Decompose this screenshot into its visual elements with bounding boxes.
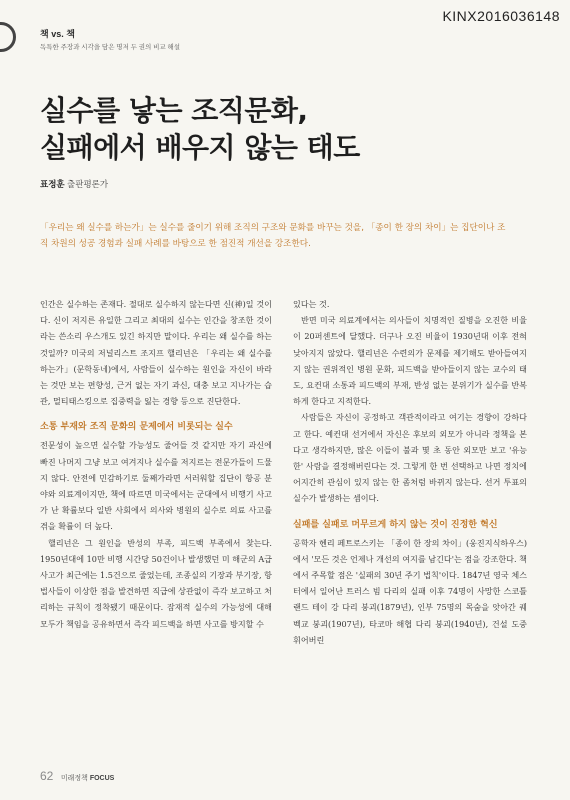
subheading: 실패를 실패로 머무르게 하지 않는 것이 진정한 혁신 <box>293 519 498 530</box>
publication-name-en: FOCUS <box>89 775 115 782</box>
article-summary: 「우리는 왜 실수를 하는가」는 실수를 줄이기 위해 조직의 구조와 문화를 바꾸는 것을, 「종이 한 장의 차이」는 집단이나 조직 차원의 성공 경험과 실패 사례를 바탕으로 한 점진적 개선을 강조한다. <box>40 223 506 249</box>
title-line-2: 실패에서 배우지 않는 태도 <box>40 131 360 164</box>
page-footer <box>40 767 114 785</box>
title-line-1: 실수를 낳는 조직문화, <box>40 94 308 127</box>
page-number: 62 <box>40 769 54 783</box>
section-ring-icon <box>0 22 16 52</box>
body-paragraph: 공학자 헨리 페트로스키는 「종이 한 장의 차이」(웅진지식하우스)에서 '모든 것은 언제나 개선의 여지를 남긴다'는 점을 강조한다. 책에서 주목할 점은 '실패의 30년 주기 법칙'이다. 1847년 영국 체스터에서 일어난 트러스 빔 다리의 실패 이후 74명이 사망한 스코틀랜드 테이 강 다리 붕괴(1879년), 인부 75명의 목숨을 앗아간 퀘벡교 붕괴(1907년), 타코마 해협 다리 붕괴(1940년), 건설 도중 휘어버린 <box>293 537 527 645</box>
article-title <box>40 92 360 166</box>
body-paragraph: 인간은 실수하는 존재다. 절대로 실수하지 않는다면 신(神)일 것이다. 신이 저지른 유일한 그리고 최대의 실수는 인간을 창조한 것이라는 쓴소리 우스개도 있긴 하지만 말이다. 우리는 왜 실수를 하는 것일까? 미국의 저널리스트 조지프 핼리넌은 「우리는 왜 실수를 하는가」(문학동네)에서, 사람들이 실수하는 원인을 자신이 바라는 것만 보는 편향성, 근거 없는 자기 과신, 대충 보고 지나가는 습관, 멀티태스킹으로 집중력을 잃는 경향 등으로 진단한다. <box>40 299 272 407</box>
publication-name <box>61 775 115 782</box>
body-paragraph: 있다는 것. <box>293 299 330 309</box>
section-label: 책 vs. 책 <box>40 29 75 39</box>
subheading: 소통 부재와 조직 문화의 문제에서 비롯되는 실수 <box>40 422 233 433</box>
body-paragraph: 핼리넌은 그 원인을 반성의 부족, 피드백 부족에서 찾는다. 1950년대에 10만 비행 시간당 50건이나 발생했던 미 해군의 A급 사고가 최근에는 1.5건으로 줄었는데, 조종실의 기장과 부기장, 항법사들이 이상한 점을 발견하면 직급에 상관없이 즉각 보고하고 처리하는 규칙이 정착됐기 때문이다. 잠재적 실수의 가능성에 대해 모두가 책임을 공유하면서 즉각 피드백을 하면 사고를 방지할 수 <box>40 537 272 629</box>
body-paragraph: 사람들은 자신이 공정하고 객관적이라고 여기는 경향이 강하다고 한다. 예컨대 선거에서 자신은 후보의 외모가 아니라 정책을 본다고 생각하지만, 많은 이들이 불과 몇 초 동안 외모만 보고 '유능한' 사람을 결정해버린다는 것. 그렇게 한 번 선택하고 나면 정치에 어지간히 관심이 있지 않는 한 좀처럼 바뀌지 않는다. 선거 투표의 실수가 발생하는 셈이다. <box>293 412 527 504</box>
section-subtitle: 독특한 주장과 시각을 담은 명저 두 권의 비교 해설 <box>40 44 181 51</box>
document-stamp: KINX2016036148 <box>442 8 560 24</box>
author-name: 표정훈 <box>40 179 65 189</box>
right-column <box>293 296 527 648</box>
author-role: 출판평론가 <box>67 179 109 189</box>
author-byline <box>40 178 108 190</box>
body-paragraph: 반면 미국 의료계에서는 의사들이 치명적인 질병을 오진한 비율이 20퍼센트에 달했다. 더구나 오진 비율이 1930년대 이후 전혀 낮아지지 않았다. 핼리넌은 수련의가 문제를 제기해도 받아들여지지 않는 권위적인 병원 문화, 피드백을 받아들이지 않는 교수의 태도, 요컨대 소통과 피드백의 부재, 반성 없는 분위기가 실수를 반복하게 한다고 지적한다. <box>293 315 527 407</box>
body-paragraph: 전문성이 높으면 실수할 가능성도 줄어들 것 같지만 자기 과신에 빠진 나머지 그냥 보고 여겨지나 실수를 저지르는 전문가들이 드물지 않다. 안전에 민감하기로 둘째가라면 서러워할 집단이 항공 분야와 의료계이지만, 책에 따르면 미국에서는 군대에서 비행기 사고가 난 확률보다 일반 사회에서 의사와 병원의 실수로 의료 사고를 겪을 확률이 더 높다. <box>40 440 272 532</box>
left-column <box>40 296 272 632</box>
publication-name-kr: 미래정책 <box>60 775 88 782</box>
